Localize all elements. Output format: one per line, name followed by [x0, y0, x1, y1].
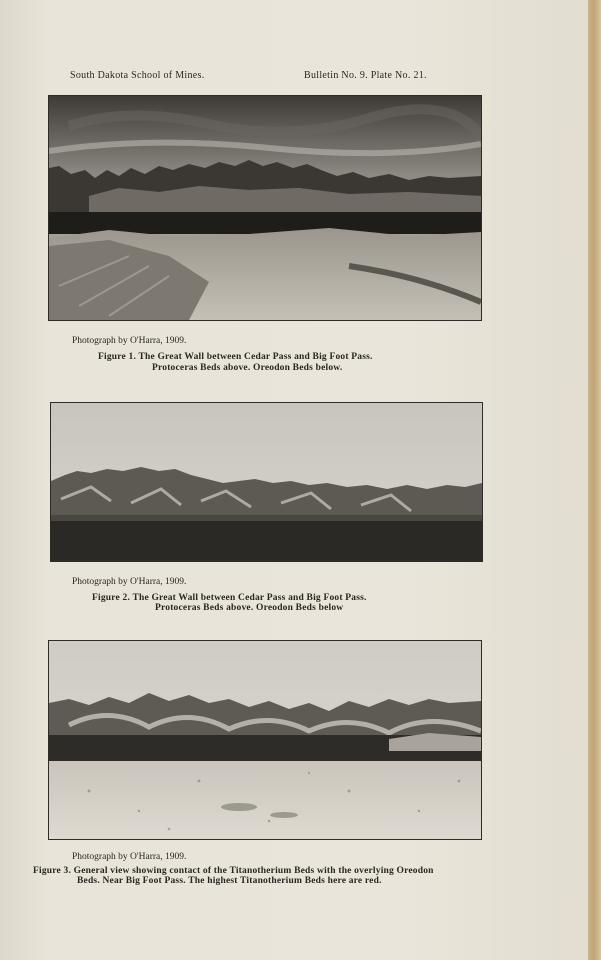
figure-2-caption-line-2: Protoceras Beds above. Oreodon Beds below — [155, 603, 344, 613]
figure-3-caption-line-2: Beds. Near Big Foot Pass. The highest Titanotherium Beds here are red. — [77, 876, 382, 886]
bulletin-plate-number: Bulletin No. 9. Plate No. 21. — [304, 70, 427, 81]
figure-1-credit: Photograph by O'Harra, 1909. — [72, 336, 187, 346]
figure-3-caption-line-1: Figure 3. General view showing contact of the Titanotherium Beds with the overlying Oreodon — [33, 866, 434, 876]
page-edge — [588, 0, 601, 960]
figure-3-credit: Photograph by O'Harra, 1909. — [72, 852, 187, 862]
figure-1-photo — [49, 96, 481, 320]
figure-2-caption-line-1: Figure 2. The Great Wall between Cedar Pass and Big Foot Pass. — [92, 593, 367, 603]
school-name: South Dakota School of Mines. — [70, 70, 205, 81]
figure-1-caption-line-1: Figure 1. The Great Wall between Cedar Pass and Big Foot Pass. — [98, 352, 373, 362]
figure-1-caption-line-2: Protoceras Beds above. Oreodon Beds below. — [152, 363, 343, 373]
figure-3-photo — [49, 641, 481, 839]
figure-2-credit: Photograph by O'Harra, 1909. — [72, 577, 187, 587]
figure-2-photo — [51, 403, 482, 561]
